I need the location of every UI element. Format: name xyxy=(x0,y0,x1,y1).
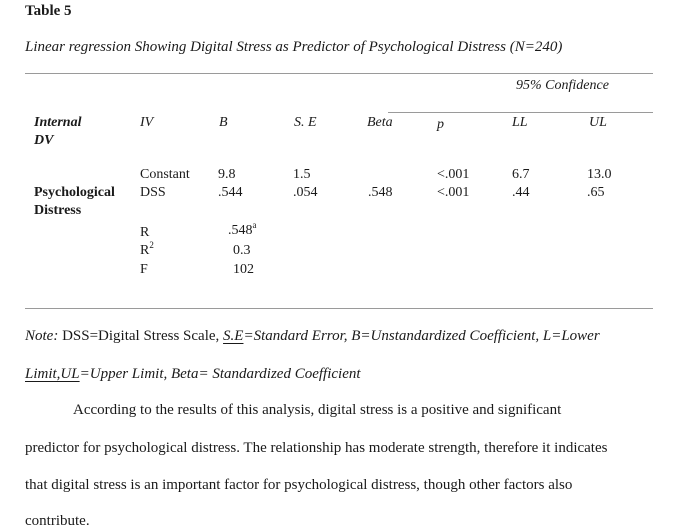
table-caption: Linear regression Showing Digital Stress as Predictor of Psychological Distress (N=240) xyxy=(25,39,563,55)
note-prefix: Note: xyxy=(25,328,59,344)
confidence-header: 95% Confidence xyxy=(516,78,609,93)
note-limit-ul: Limit,UL xyxy=(25,366,80,382)
table-note-line2 xyxy=(25,366,361,383)
cell-ll: 6.7 xyxy=(512,167,530,182)
table-note-line1 xyxy=(25,328,600,345)
cell-se: 1.5 xyxy=(293,167,311,182)
stat-label: R xyxy=(140,225,150,240)
paragraph-line3: that digital stress is an important factor for psychological distress, though other factors also xyxy=(25,477,573,493)
stat-value: .548$^a$ xyxy=(228,220,257,238)
header-se: S. E xyxy=(294,115,317,130)
paragraph-line1: According to the results of this analysis, digital stress is a positive and significant xyxy=(73,402,562,418)
confidence-rule xyxy=(388,112,653,113)
dv-label-line1: Psychological xyxy=(34,185,115,200)
note-se-abbr: S.E xyxy=(223,328,244,344)
table-bottom-rule xyxy=(25,308,653,309)
header-b: B xyxy=(219,115,228,130)
cell-beta: .548 xyxy=(368,185,393,200)
paragraph-line4: contribute. xyxy=(25,513,90,529)
cell-b: 9.8 xyxy=(218,167,236,182)
cell-ul: .65 xyxy=(587,185,605,200)
cell-p: <.001 xyxy=(437,185,470,200)
note-dss: DSS=Digital Stress Scale, xyxy=(58,328,224,344)
cell-iv: Constant xyxy=(140,167,190,182)
cell-ul: 13.0 xyxy=(587,167,612,182)
cell-se: .054 xyxy=(293,185,318,200)
table-label: Table 5 xyxy=(25,3,72,19)
header-dv-line2: DV xyxy=(34,133,54,148)
note-line1-rest: =Standard Error, B=Unstandardized Coefficient, L=Lower xyxy=(243,328,600,344)
cell-p: <.001 xyxy=(437,167,470,182)
header-dv-line1: Internal xyxy=(34,115,82,130)
header-ll: LL xyxy=(512,115,528,130)
header-ul: UL xyxy=(589,115,607,130)
header-beta: Beta xyxy=(367,115,393,130)
header-iv: IV xyxy=(140,115,154,130)
stat-label: F xyxy=(140,262,148,277)
stat-value: 102 xyxy=(233,262,254,277)
header-p: p xyxy=(437,117,444,132)
cell-ll: .44 xyxy=(512,185,530,200)
table-top-rule xyxy=(25,73,653,74)
paragraph-line2: predictor for psychological distress. The relationship has moderate strength, therefore it indicates xyxy=(25,440,608,456)
stat-value: 0.3 xyxy=(233,243,251,258)
stat-label: $R^2$ xyxy=(140,240,154,258)
dv-label-line2: Distress xyxy=(34,203,82,218)
cell-iv: DSS xyxy=(140,185,166,200)
cell-b: .544 xyxy=(218,185,243,200)
note-line2-rest: =Upper Limit, Beta= Standardized Coefficient xyxy=(79,366,361,382)
